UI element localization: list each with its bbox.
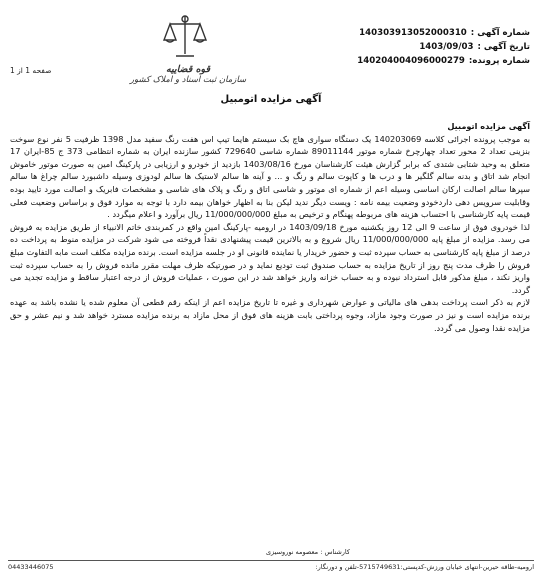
document-title: آگهی مزایده اتومبیل (220, 94, 322, 105)
footer-phone: 04433446075 (8, 563, 54, 571)
org-name: سازمان ثبت اسناد و املاک کشور (129, 75, 247, 85)
organization-block (118, 64, 258, 85)
case-number-value: 140204004096000279 (357, 56, 465, 66)
footer (8, 560, 534, 571)
case-number-label: شماره پرونده: (468, 56, 530, 66)
notice-body (10, 120, 530, 334)
notice-number-value: 140303913052000310 (359, 28, 467, 38)
body-paragraph-2: لذا خودروی فوق از ساعت 9 الی 12 روز یکشنبه مورخ 1403/09/18 در ارومیه -پارکینگ امین واقع در کمربندی خاتم الانبیاء از طریق مزایده به فروش می رسد. مزایده از مبلغ پایه 11/000/000/000 ریال شروع و به بالاترین قیمت پیشنهادی نقداً فروخته می شود شرکت در مزایده منوط به پرداخت ده درصد از مبلغ پایه کارشناسی به حساب سپرده ثبت و حضور خریدار یا نماینده قانونی او در جلسه مزایده است. برنده مزایده مکلف است مابه التفاوت مبلغ فروش را ظرف مدت پنج روز از تاریخ مزایده به حساب صندوق ثبت تودیع نماید و در صورتیکه ظرف مهلت مقرر مانده فروش را به حساب سپرده ثبت واریز نکند ، مبلغ مذکور قابل استرداد نبوده و به حساب خزانه واریز خواهد شد در این صورت ، عملیات فروش از درجه اعتبار ساقط و مزایده تجدید می گردد. (10, 221, 530, 295)
body-heading: آگهی مزایده اتومبیل (447, 121, 530, 131)
judiciary-emblem-icon (150, 10, 220, 68)
footer-address: ارومیه-طاقه حیرین-انتهای خیابان ورزش-کدپستی:5715749631-تلفن و دورنگار: (315, 563, 534, 571)
notice-meta (252, 26, 530, 68)
notice-date-row (252, 40, 530, 54)
expert-signature: کارشناس : معصومه نوروسیزی (265, 548, 350, 556)
notice-date-label: تاریخ آگهی : (477, 42, 530, 52)
notice-date-value: 1403/09/03 (419, 42, 474, 52)
org-script-title: قوه قضاییه (165, 64, 210, 75)
page-number: صفحه 1 از 1 (10, 66, 52, 75)
body-paragraph-1: به موجب پرونده اجرائی کلاسه 140203069 یک دستگاه سواری هاچ بک سیستم هایما تیپ اس هفت رنگ سفید مدل 1398 ظرفیت 5 نفر نوع سوخت بنزینی تعداد 2 محور تعداد چهارچرخ شماره موتور 89011144 شماره شاسی 729640 کشور سازنده ایران به شماره انتظامی 373 ج 85-ایران 17 متعلق به وحید شتابی شتدی که برابر گزارش هیئت کارشناسان مورخ 1403/08/16 بازدید از خودرو و ارزیابی در پارکینگ امین به صورت موتور خاموش انجام شد اتاق و بدنه سالم گلگیر ها و درب ها و کاپوت سالم و رنگ و ... و آینه ها سالم لاستیک ها سالم لودوزی وسیله داشبورد سالم چراغ ها سالم سپرها سالم اصالت ارکان اساسی وسیله اعم از شماره ای موتور و شاسی اتاق و رنگ و پلاک های شاسی و مشخصات فابریک و اصالت مورد تایید بوده وقابلیت سرویس دهی داردخودو وضعیت بیمه نامه : ویست دیگر ندید لیکن بنا به اظهار خواهان بیمه دارد با توجه به موارد فوق و براساس وضعیت فعلی قیمت پایه کارشناسی با احتساب هزینه های مربوطه پهنگام و ترخیص به مبلغ 11/000/000/000 ریال برآورد و اعلام میگردد . (10, 133, 530, 220)
body-paragraph-3: لازم به ذکر است پرداخت بدهی های مالیاتی و عوارض شهرداری و غیره تا تاریخ مزایده اعم از اینکه رقم قطعی آن معلوم شده یا نشده باشد به عهده برنده مزایده است و نیز در صورت وجود مازاد، وجوه پرداختی بابت هزینه های فوق از محل مازاد به برنده مزایده مسترد خواهد شد و نیم عشر و حق مزایده نقدا وصول می گردد. (10, 297, 530, 333)
notice-number-label: شماره آگهی : (470, 28, 530, 38)
case-number-row (252, 54, 530, 68)
notice-number-row (252, 26, 530, 40)
